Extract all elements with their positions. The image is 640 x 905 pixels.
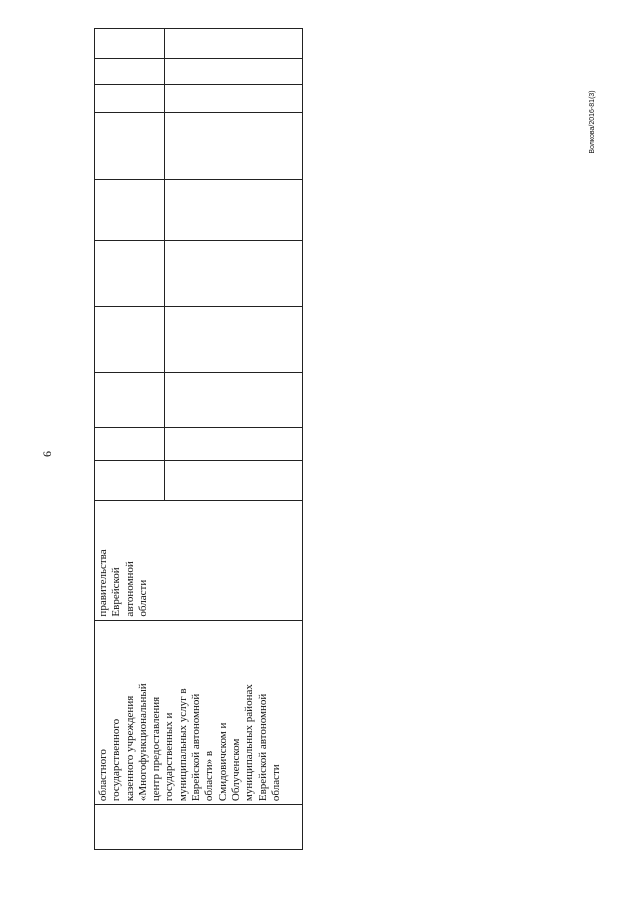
table-column-1 (95, 805, 302, 849)
table-column-6 (95, 373, 302, 428)
table-column-11 (95, 85, 302, 113)
table-column-3 (95, 501, 302, 621)
table-column-4 (95, 461, 302, 501)
table-column-7 (95, 307, 302, 373)
table-column-5 (95, 428, 302, 461)
table-column-2 (95, 621, 302, 806)
table-column-13 (95, 29, 302, 59)
document-code: Волкова/2016-81(3) (589, 90, 596, 154)
table-column-12 (95, 59, 302, 85)
government-cell: правительства Еврейской автономной области (97, 549, 149, 617)
page-number: 6 (40, 451, 54, 457)
table-column-10 (95, 113, 302, 180)
table-column-9 (95, 180, 302, 242)
rotated-table (94, 28, 303, 850)
institution-name-cell: областного государственного казенного учреждения «Многофункциональный центр предоставления государственных и муниципальных услуг в Еврейской автономной области» в Смидовичском и Облученском муниципальных районах Еврейской автономной области (97, 683, 282, 802)
table-column-8 (95, 241, 302, 307)
